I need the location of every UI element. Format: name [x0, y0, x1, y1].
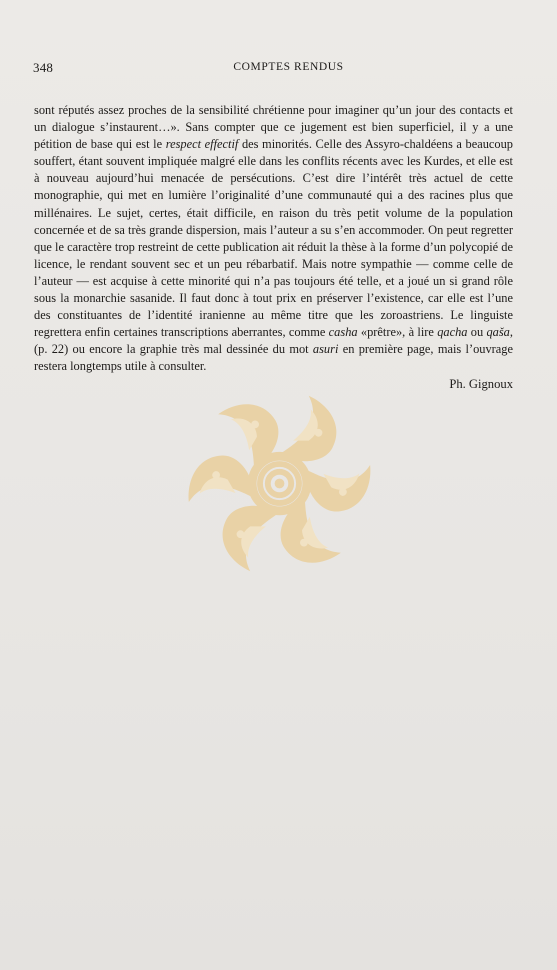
- text-segment: ou: [467, 325, 487, 340]
- text-segment: en première page, mais l’ouvrage restera longtemps utile à consulter.: [34, 342, 514, 374]
- text-segment: «prêtre», à lire: [357, 325, 438, 340]
- italic-segment: asuri: [312, 342, 339, 357]
- italic-segment: qaša: [486, 325, 510, 340]
- running-head: COMPTES RENDUS: [233, 61, 344, 73]
- text-segment: , (p. 22) ou encore la graphie très mal dessinée du mot: [34, 325, 513, 357]
- text-segment: sont réputés assez proches de la sensibilité chrétienne pour imaginer qu’un jour des contacts et un dialogue s’instaurent…». Sans compter que ce jugement est bien superficiel, il y a une pétition de base qui est le: [34, 103, 513, 152]
- rosette-ornament-icon: [182, 386, 377, 581]
- review-paragraph: [34, 102, 513, 376]
- review-body: [34, 102, 513, 376]
- italic-segment: casha: [328, 325, 358, 340]
- text-segment: des minorités. Celle des Assyro-chaldéens a beaucoup souffert, étant souvent impliquée malgré elle dans les conflits récents avec les Kurdes, et elle est à nouveau aujourd’hui menacée de persécutions. C’est dire l’intérêt très actuel de cette monographie, qui met en lumière l’originalité d’une communauté qui a des racines plus que millénaires. Le sujet, certes, était difficile, en raison du très petit volume de la population concernée et de sa très grande dispersion, mais l’auteur a su s’en accommoder. On peut regretter que le caractère trop restreint de cette publication ait réduit la thèse à la forme d’un polycopié de licence, le rendant souvent sec et un peu rébarbatif. Mais notre sympathie — comme celle de l’auteur — est acquise à cette minorité qui n’a pas toujours été telle, et a joué un si grand rôle sous la monarchie sasanide. Il faut donc à tout prix en préserver l’existence, car elle est l’une des constituantes de l’identité iranienne au même titre que les zoroastriens. Le linguiste regrettera enfin certaines transcriptions aberrantes, comme: [34, 137, 513, 340]
- italic-segment: qacha: [437, 325, 468, 340]
- page-number: 348: [33, 60, 54, 75]
- signature: Ph. Gignoux: [449, 377, 513, 391]
- italic-segment: respect effectif: [165, 137, 239, 152]
